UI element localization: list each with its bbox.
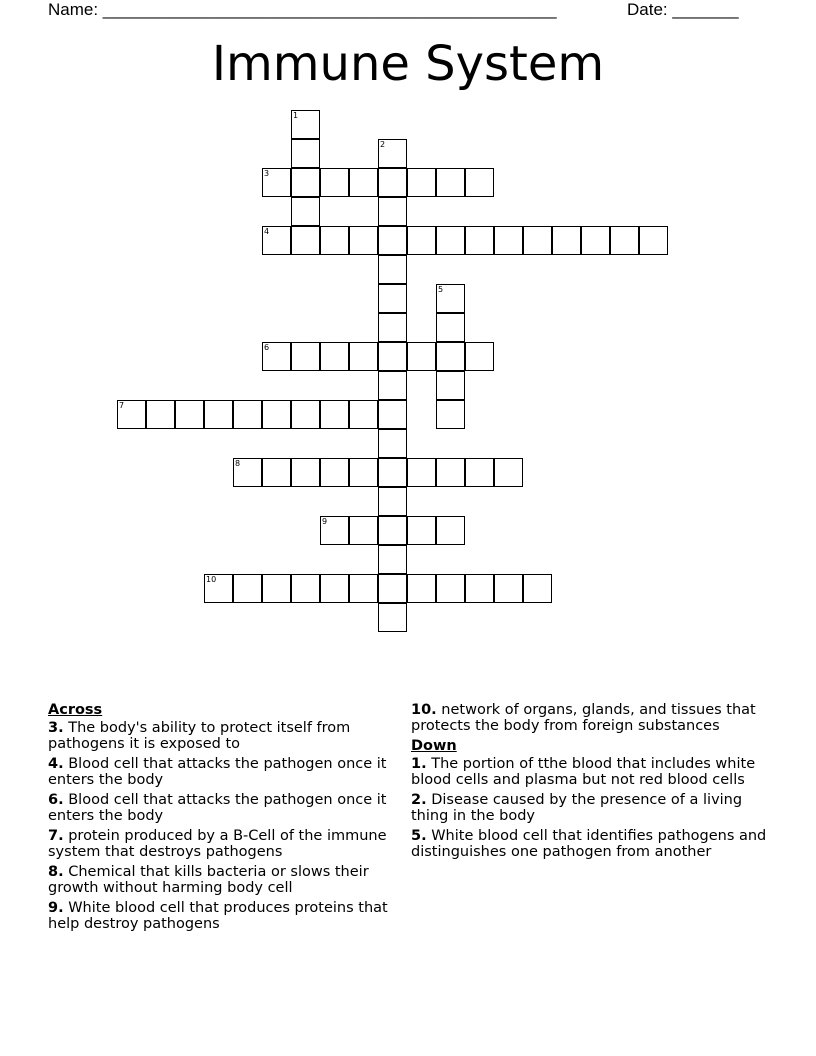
grid-cell[interactable] xyxy=(494,226,523,255)
grid-cell[interactable] xyxy=(146,400,175,429)
grid-cell[interactable] xyxy=(378,458,407,487)
grid-cell[interactable] xyxy=(378,255,407,284)
cell-number: 10 xyxy=(206,575,217,584)
grid-cell[interactable] xyxy=(262,400,291,429)
clue-item xyxy=(48,792,393,824)
grid-cell[interactable] xyxy=(204,400,233,429)
grid-cell[interactable] xyxy=(204,574,233,603)
grid-cell[interactable] xyxy=(378,400,407,429)
grid-cell[interactable] xyxy=(378,487,407,516)
across-heading: Across xyxy=(48,702,103,718)
grid-cell[interactable] xyxy=(465,574,494,603)
clue-item xyxy=(411,702,771,734)
clue-text: The body's ability to protect itself from pathogens it is exposed to xyxy=(48,720,351,752)
grid-cell[interactable] xyxy=(552,226,581,255)
grid-cell[interactable] xyxy=(378,342,407,371)
grid-cell[interactable] xyxy=(523,226,552,255)
grid-cell[interactable] xyxy=(378,168,407,197)
grid-cell[interactable] xyxy=(175,400,204,429)
clue-number: 9. xyxy=(48,900,64,916)
grid-cell[interactable] xyxy=(465,168,494,197)
grid-cell[interactable] xyxy=(349,226,378,255)
grid-cell[interactable] xyxy=(436,458,465,487)
grid-cell[interactable] xyxy=(262,342,291,371)
grid-cell[interactable] xyxy=(407,458,436,487)
grid-cell[interactable] xyxy=(436,574,465,603)
grid-cell[interactable] xyxy=(436,284,465,313)
grid-cell[interactable] xyxy=(378,226,407,255)
cell-number: 9 xyxy=(322,517,328,526)
grid-cell[interactable] xyxy=(320,342,349,371)
clue-number: 3. xyxy=(48,720,64,736)
grid-cell[interactable] xyxy=(262,168,291,197)
clue-number: 1. xyxy=(411,756,427,772)
cell-number: 2 xyxy=(380,140,386,149)
grid-cell[interactable] xyxy=(291,458,320,487)
cell-number: 1 xyxy=(293,111,299,120)
clue-number: 10. xyxy=(411,702,437,718)
grid-cell[interactable] xyxy=(291,110,320,139)
grid-cell[interactable] xyxy=(639,226,668,255)
clue-text: network of organs, glands, and tissues that protects the body from foreign substances xyxy=(411,702,756,734)
clues-left-column xyxy=(48,702,393,936)
grid-cell[interactable] xyxy=(262,574,291,603)
grid-cell[interactable] xyxy=(291,168,320,197)
grid-cell[interactable] xyxy=(378,313,407,342)
cell-number: 8 xyxy=(235,459,241,468)
grid-cell[interactable] xyxy=(436,371,465,400)
grid-cell[interactable] xyxy=(523,574,552,603)
clue-number: 7. xyxy=(48,828,64,844)
grid-cell[interactable] xyxy=(465,458,494,487)
clue-text: Chemical that kills bacteria or slows their growth without harming body cell xyxy=(48,864,369,896)
clue-text: protein produced by a B-Cell of the immune system that destroys pathogens xyxy=(48,828,387,860)
clue-item xyxy=(411,828,771,860)
clue-number: 2. xyxy=(411,792,427,808)
clue-item xyxy=(411,792,771,824)
down-heading: Down xyxy=(411,738,457,754)
grid-cell[interactable] xyxy=(349,516,378,545)
grid-cell[interactable] xyxy=(436,516,465,545)
grid-cell[interactable] xyxy=(291,226,320,255)
clue-number: 4. xyxy=(48,756,64,772)
clue-text: Disease caused by the presence of a living thing in the body xyxy=(411,792,743,824)
grid-cell[interactable] xyxy=(581,226,610,255)
grid-cell[interactable] xyxy=(407,574,436,603)
clue-text: White blood cell that produces proteins that help destroy pathogens xyxy=(48,900,388,932)
grid-cell[interactable] xyxy=(436,400,465,429)
grid-cell[interactable] xyxy=(320,516,349,545)
grid-cell[interactable] xyxy=(291,574,320,603)
cell-number: 5 xyxy=(438,285,444,294)
grid-cell[interactable] xyxy=(349,168,378,197)
clue-text: Blood cell that attacks the pathogen once it enters the body xyxy=(48,756,387,788)
grid-cell[interactable] xyxy=(378,574,407,603)
clue-item xyxy=(48,828,393,860)
grid-cell[interactable] xyxy=(610,226,639,255)
grid-cell[interactable] xyxy=(320,168,349,197)
grid-cell[interactable] xyxy=(378,371,407,400)
clue-text: Blood cell that attacks the pathogen once it enters the body xyxy=(48,792,387,824)
clue-number: 8. xyxy=(48,864,64,880)
clue-number: 5. xyxy=(411,828,427,844)
grid-cell[interactable] xyxy=(320,574,349,603)
grid-cell[interactable] xyxy=(291,342,320,371)
grid-cell[interactable] xyxy=(291,400,320,429)
grid-cell[interactable] xyxy=(233,458,262,487)
grid-cell[interactable] xyxy=(407,516,436,545)
date-field: Date: _______ xyxy=(627,0,739,19)
clues-right-column xyxy=(411,702,771,864)
grid-cell[interactable] xyxy=(349,574,378,603)
grid-cell[interactable] xyxy=(494,574,523,603)
grid-cell[interactable] xyxy=(378,139,407,168)
grid-cell[interactable] xyxy=(349,342,378,371)
clue-item xyxy=(48,756,393,788)
clue-text: White blood cell that identifies pathogens and distinguishes one pathogen from another xyxy=(411,828,767,860)
grid-cell[interactable] xyxy=(233,574,262,603)
grid-cell[interactable] xyxy=(291,197,320,226)
grid-cell[interactable] xyxy=(262,458,291,487)
grid-cell[interactable] xyxy=(320,400,349,429)
clue-item xyxy=(411,756,771,788)
grid-cell[interactable] xyxy=(465,342,494,371)
clue-text: The portion of tthe blood that includes white blood cells and plasma but not red blood cells xyxy=(411,756,756,788)
grid-cell[interactable] xyxy=(436,168,465,197)
clue-item xyxy=(48,900,393,932)
clue-number: 6. xyxy=(48,792,64,808)
grid-cell[interactable] xyxy=(436,313,465,342)
grid-cell[interactable] xyxy=(378,284,407,313)
clue-item xyxy=(48,720,393,752)
grid-cell[interactable] xyxy=(407,342,436,371)
grid-cell[interactable] xyxy=(378,545,407,574)
grid-cell[interactable] xyxy=(436,226,465,255)
grid-cell[interactable] xyxy=(407,168,436,197)
name-field: Name: ________________________________________________ xyxy=(48,0,557,19)
clue-item xyxy=(48,864,393,896)
grid-cell[interactable] xyxy=(262,226,291,255)
grid-cell[interactable] xyxy=(320,458,349,487)
grid-cell[interactable] xyxy=(233,400,262,429)
grid-cell[interactable] xyxy=(465,226,494,255)
grid-cell[interactable] xyxy=(291,139,320,168)
grid-cell[interactable] xyxy=(378,516,407,545)
grid-cell[interactable] xyxy=(117,400,146,429)
grid-cell[interactable] xyxy=(378,197,407,226)
grid-cell[interactable] xyxy=(349,458,378,487)
grid-cell[interactable] xyxy=(378,429,407,458)
grid-cell[interactable] xyxy=(320,226,349,255)
grid-cell[interactable] xyxy=(436,342,465,371)
cell-number: 4 xyxy=(264,227,270,236)
cell-number: 7 xyxy=(119,401,125,410)
grid-cell[interactable] xyxy=(407,226,436,255)
cell-number: 3 xyxy=(264,169,270,178)
grid-cell[interactable] xyxy=(378,603,407,632)
page-title: Immune System xyxy=(211,36,605,92)
grid-cell[interactable] xyxy=(349,400,378,429)
cell-number: 6 xyxy=(264,343,270,352)
grid-cell[interactable] xyxy=(494,458,523,487)
